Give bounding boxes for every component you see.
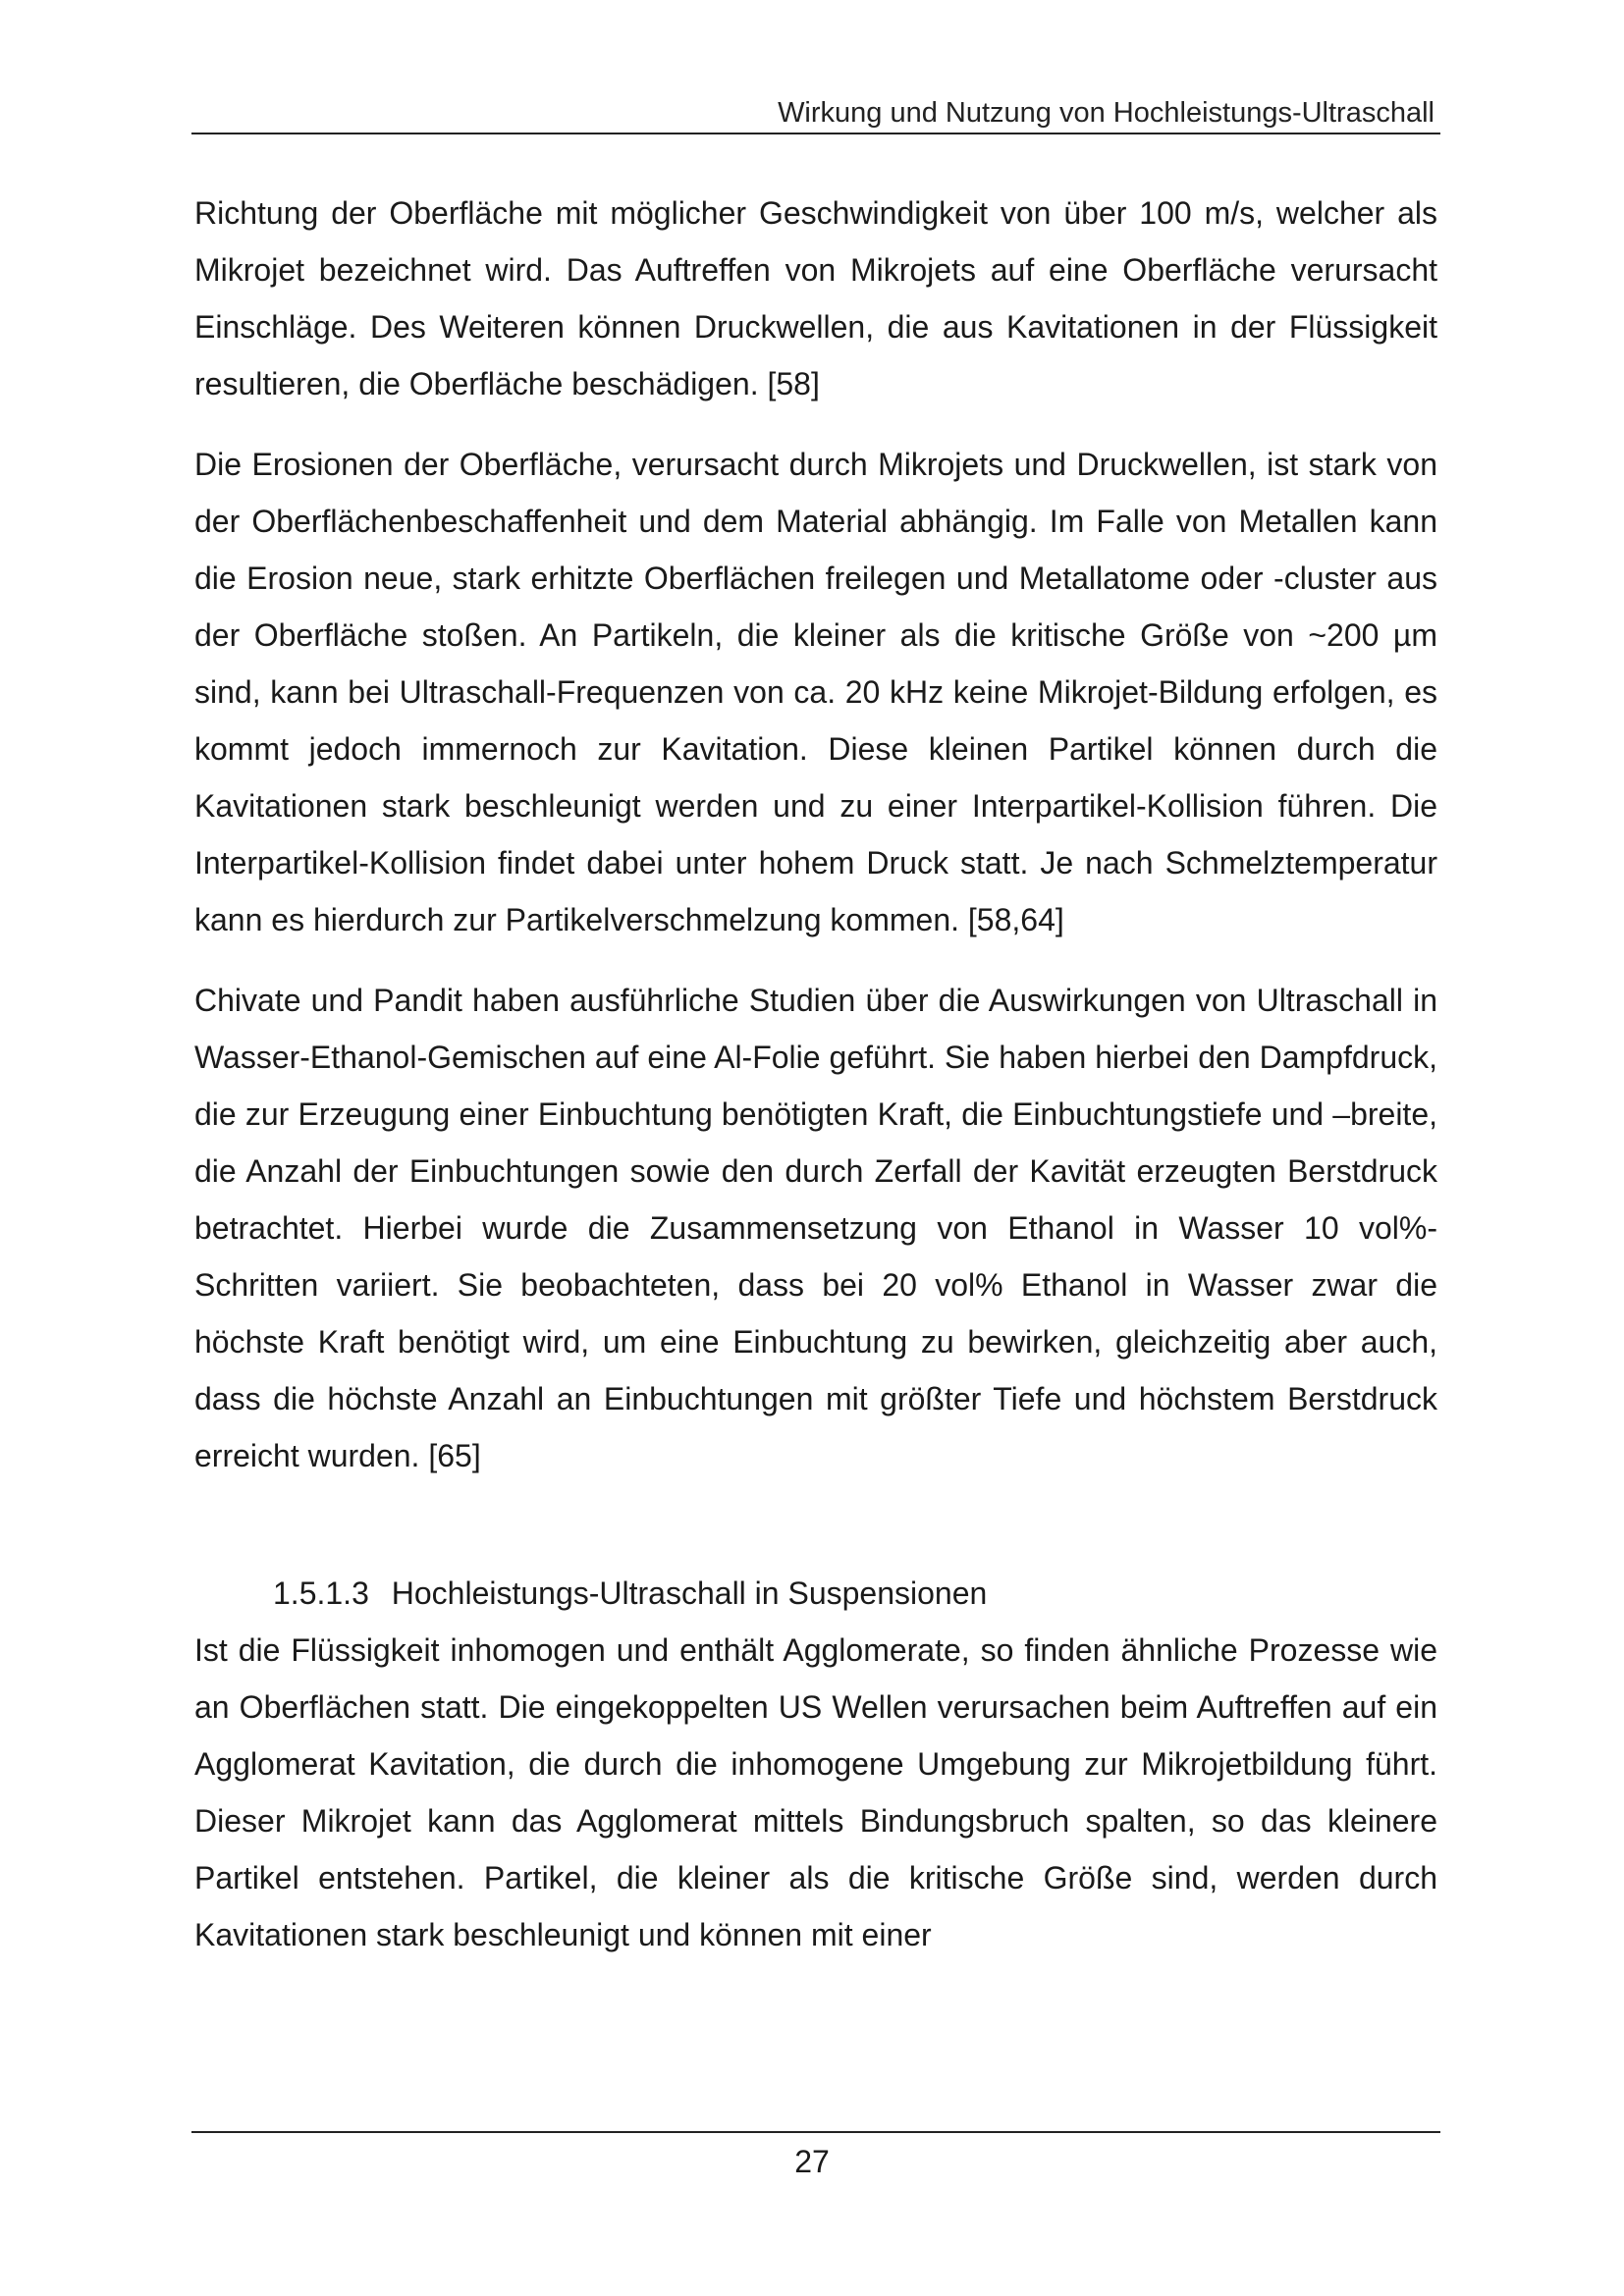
section-number: 1.5.1.3 <box>273 1575 369 1611</box>
section-title: Hochleistungs-Ultraschall in Suspensionen <box>391 1575 988 1611</box>
paragraph-chivate-pandit: Chivate und Pandit haben ausführliche Studien über die Auswirkungen von Ultraschall in Wasser-Ethanol-Gemischen auf eine Al-Folie geführt. Sie haben hierbei den Dampfdruck, die zur Erzeugung einer Einbuchtung benötigten Kraft, die Einbuchtungstiefe und –breite, die Anzahl der Einbuchtungen sowie den durch Zerfall der Kavität erzeugten Berstdruck betrachtet. Hierbei wurde die Zusammensetzung von Ethanol in Wasser 10 vol%-Schritten variiert. Sie beobachteten, dass bei 20 vol% Ethanol in Wasser zwar die höchste Kraft benötigt wird, um eine Einbuchtung zu bewirken, gleichzeitig aber auch, dass die höchste Anzahl an Einbuchtungen mit größter Tiefe und höchstem Berstdruck erreicht wurden. [65] <box>194 983 1437 1473</box>
paragraph-erosion: Die Erosionen der Oberfläche, verursacht durch Mikrojets und Druckwellen, ist stark von der Oberflächenbeschaffenheit und dem Material abhängig. Im Falle von Metallen kann die Erosion neue, stark erhitzte Oberflächen freilegen und Metallatome oder -cluster aus der Oberfläche stoßen. An Partikeln, die kleiner als die kritische Größe von ~200 µm sind, kann bei Ultraschall-Frequenzen von ca. 20 kHz keine Mikrojet-Bildung erfolgen, es kommt jedoch immernoch zur Kavitation. Diese kleinen Partikel können durch die Kavitationen stark beschleunigt werden und zu einer Interpartikel-Kollision führen. Die Interpartikel-Kollision findet dabei unter hohem Druck statt. Je nach Schmelztemperatur kann es hierdurch zur Partikelverschmelzung kommen. [58,64] <box>194 447 1437 937</box>
paragraph-mikrojet: Richtung der Oberfläche mit möglicher Geschwindigkeit von über 100 m/s, welcher als Mikrojet bezeichnet wird. Das Auftreffen von Mikrojets auf eine Oberfläche verursacht Einschläge. Des Weiteren können Druckwellen, die aus Kavitationen in der Flüssigkeit resultieren, die Oberfläche beschädigen. [58] <box>194 195 1437 401</box>
page-number: 27 <box>794 2144 830 2179</box>
running-header-title: Wirkung und Nutzung von Hochleistungs-Ultraschall <box>778 97 1435 129</box>
page-header <box>191 93 1440 134</box>
page-body <box>194 185 1437 1987</box>
paragraph-suspensionen: Ist die Flüssigkeit inhomogen und enthält Agglomerate, so finden ähnliche Prozesse wie an Oberflächen statt. Die eingekoppelten US Wellen verursachen beim Auftreffen auf ein Agglomerat Kavitation, die durch die inhomogene Umgebung zur Mikrojetbildung führt. Dieser Mikrojet kann das Agglomerat mittels Bindungsbruch spalten, so das kleinere Partikel entstehen. Partikel, die kleiner als die kritische Größe sind, werden durch Kavitationen stark beschleunigt und können mit einer <box>194 1632 1437 1952</box>
footer-rule <box>191 2131 1440 2133</box>
section-heading <box>194 1565 1437 1622</box>
